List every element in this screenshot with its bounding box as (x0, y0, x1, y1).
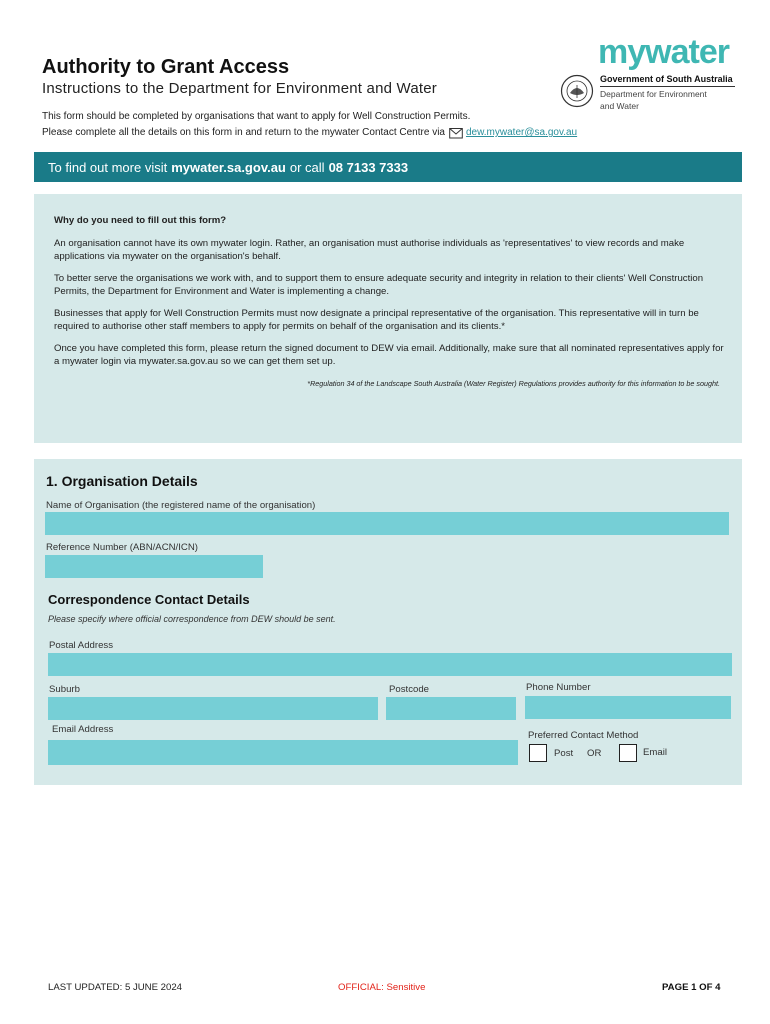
logo-wordmark: mywater (598, 33, 729, 71)
intro-line1: This form should be completed by organisations that want to apply for Well Construction Permits. (42, 111, 471, 122)
postal-address-field[interactable] (48, 653, 732, 676)
org-name-field[interactable] (45, 512, 729, 535)
reference-number-field[interactable] (45, 555, 263, 578)
or-text: OR (587, 748, 602, 759)
banner-prefix: To find out more visit (48, 159, 168, 175)
banner-phone: 08 7133 7333 (328, 159, 409, 175)
contact-email-link[interactable]: dew.mywater@sa.gov.au (465, 127, 578, 138)
why-paragraph-2: To better serve the organisations we work with, and to support them to ensure adequate security and integrity in relation to their clients' Well Construction Permits, the Department for Environment and Water is implementing a change. (54, 273, 704, 297)
post-option-label: Post (554, 748, 574, 759)
email-address-field[interactable] (48, 740, 518, 765)
organisation-details-section (34, 459, 742, 785)
why-panel (34, 194, 742, 443)
reference-number-label: Reference Number (ABN/ACN/ICN) (46, 542, 198, 553)
section-title: 1. Organisation Details (46, 473, 198, 489)
email-option-label: Email (643, 747, 667, 758)
last-updated: LAST UPDATED: 5 JUNE 2024 (48, 982, 183, 993)
intro-line2: Please complete all the details on this form in and return to the mywater Contact Centre via (42, 127, 445, 138)
postcode-label: Postcode (389, 684, 430, 695)
regulation-note: *Regulation 34 of the Landscape South Australia (Water Register) Regulations provides authority for this information to be sought. (307, 379, 720, 388)
page-subtitle: Instructions to the Department for Environment and Water (42, 80, 437, 97)
mywater-logo (560, 34, 735, 111)
suburb-label: Suburb (49, 684, 80, 695)
correspondence-hint: Please specify where official correspondence from DEW should be sent. (48, 614, 336, 624)
banner-middle: or call (289, 159, 325, 175)
phone-number-field[interactable] (525, 696, 731, 719)
intro-text (42, 109, 577, 141)
email-address-label: Email Address (52, 724, 114, 735)
government-name: Government of South Australia (600, 74, 735, 87)
preferred-contact-label: Preferred Contact Method (528, 730, 639, 741)
why-title: Why do you need to fill out this form? (54, 215, 227, 226)
suburb-field[interactable] (48, 697, 378, 720)
department-name: Department for Environment (600, 89, 707, 99)
post-checkbox[interactable] (529, 744, 547, 762)
info-banner (34, 152, 742, 182)
postal-address-label: Postal Address (49, 640, 113, 651)
email-checkbox[interactable] (619, 744, 637, 762)
mail-icon (449, 127, 463, 139)
why-paragraph-4: Once you have completed this form, please return the signed document to DEW via email. Additionally, make sure that all nominated representatives apply for a mywater login via mywater.sa.gov.au so we can get them set up. (54, 343, 724, 367)
correspondence-title: Correspondence Contact Details (48, 592, 250, 607)
why-paragraph-1: An organisation cannot have its own mywater login. Rather, an organisation must authorise individuals as 'representatives' to view records and make applications via mywater on the organisation's behalf. (54, 238, 685, 262)
classification-label: OFFICIAL: Sensitive (338, 982, 426, 993)
page-title: Authority to Grant Access (42, 56, 290, 78)
department-name-line2: and Water (600, 101, 639, 111)
sa-government-crest-icon (560, 74, 594, 108)
org-name-label: Name of Organisation (the registered name of the organisation) (46, 500, 316, 511)
page-number: PAGE 1 OF 4 (662, 982, 721, 993)
phone-number-label: Phone Number (526, 682, 591, 693)
postcode-field[interactable] (386, 697, 516, 720)
why-paragraph-3: Businesses that apply for Well Construction Permits must now designate a principal representative of the organisation. This representative will in turn be required to authorise other staff members to apply for permits on behalf of the organisation and its clients.* (54, 308, 699, 332)
banner-site-link[interactable]: mywater.sa.gov.au (171, 159, 286, 175)
